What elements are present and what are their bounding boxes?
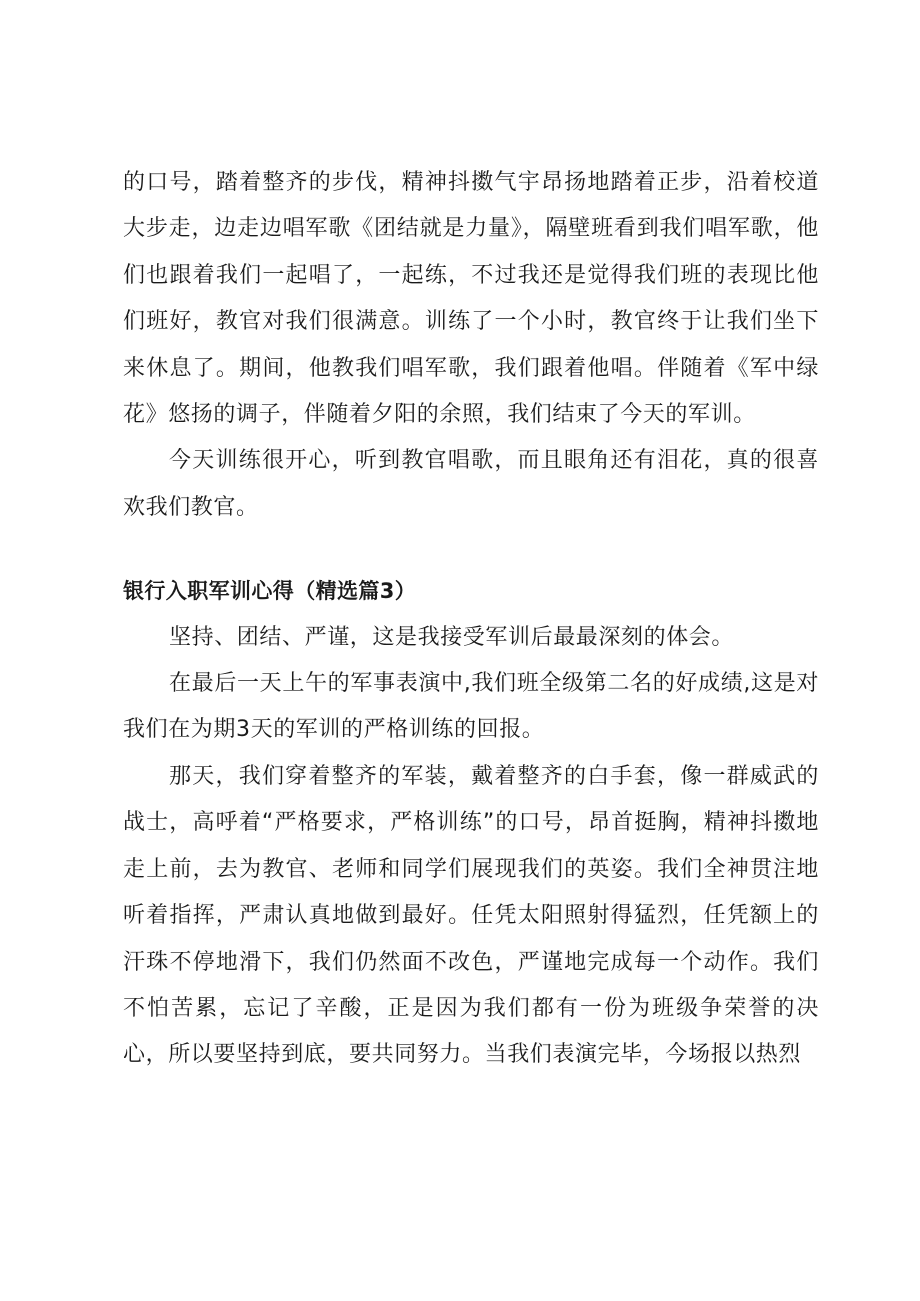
section-paragraph-3: 那天，我们穿着整齐的军装，戴着整齐的白手套，像一群威武的战士，高呼着“严格要求，严格训练”的口号，昂首挺胸，精神抖擞地走上前，去为教官、老师和同学们展现我们的英姿。我们全神贯注地听着指挥，严肃认真地做到最好。任凭太阳照射得猛烈，任凭额上的汗珠不停地滑下，我们仍然面不改色，严谨地完成每一个动作。我们不怕苦累，忘记了辛酸，正是因为我们都有一份为班级争荣誉的决心，所以要坚持到底，要共同努力。当我们表演完毕，今场报以热烈: [123, 763, 819, 1068]
section-paragraph-1: 坚持、团结、严谨，这是我接受军训后最最深刻的体会。: [169, 624, 735, 650]
continued-paragraph: 的口号，踏着整齐的步伐，精神抖擞气宇昂扬地踏着正步，沿着校道大步走，边走边唱军歌《团结就是力量》，隔壁班看到我们唱军歌，他们也跟着我们一起唱了，一起练，不过我还是觉得我们班的表现比他们班好，教官对我们很满意。训练了一个小时，教官终于让我们坐下来休息了。期间，他教我们唱军歌，我们跟着他唱。伴随着《军中绿花》悠扬的调子，伴随着夕阳的余照，我们结束了今天的军训。: [123, 170, 819, 428]
section-paragraph-2: 在最后一天上午的军事表演中,我们班全级第二名的好成绩,这是对我们在为期3天的军训的严格训练的回报。: [123, 671, 819, 743]
section-spacer: [123, 531, 819, 568]
closing-paragraph: 今天训练很开心，听到教官唱歌，而且眼角还有泪花，真的很喜欢我们教官。: [123, 448, 819, 520]
document-body: [123, 160, 819, 1079]
section-heading: 银行入职军训心得（精选篇3）: [123, 579, 417, 604]
